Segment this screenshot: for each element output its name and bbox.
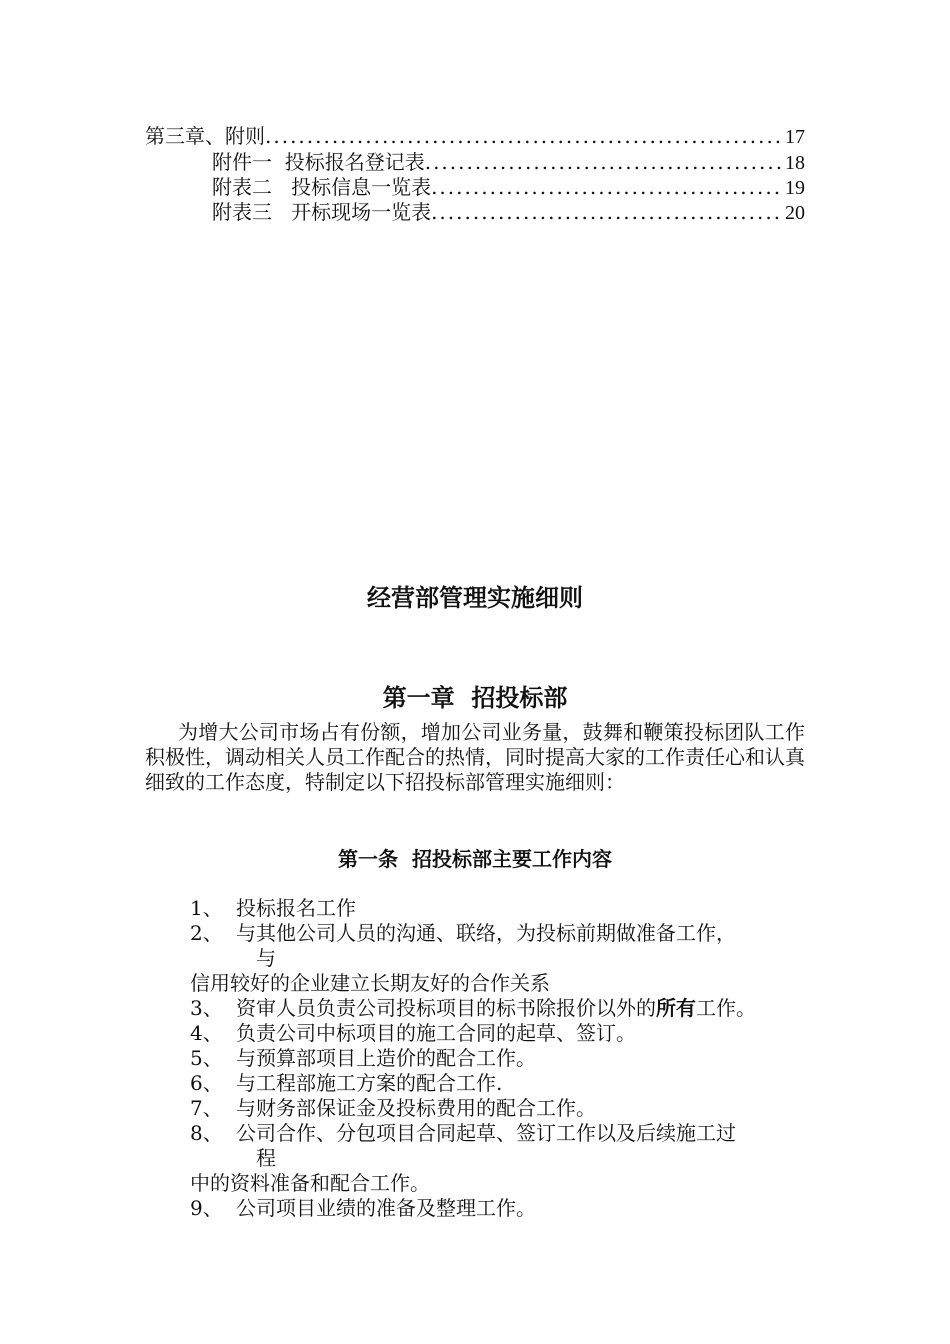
intro-paragraph — [145, 720, 805, 795]
list-item — [190, 896, 356, 921]
toc-leader-dots — [431, 199, 783, 225]
toc-entry[interactable] — [145, 123, 805, 150]
item-text: 资审人员负责公司投标项目的标书除报价以外的 — [236, 996, 656, 1020]
item-number: 2、 — [190, 921, 223, 945]
list-item — [190, 1021, 636, 1046]
toc-leader-dots — [431, 174, 783, 200]
toc-entry-label: 附表二 投标信息一览表 — [212, 175, 432, 199]
item-text: 与其他公司人员的沟通、联络，为投标前期做准备工作， — [236, 921, 736, 945]
item-number: 8、 — [190, 1121, 223, 1145]
toc-leader-dots — [265, 123, 783, 149]
toc-entry[interactable] — [212, 149, 805, 176]
toc-entry[interactable] — [212, 174, 805, 201]
list-item — [190, 996, 756, 1021]
item-continuation: 信用较好的企业建立长期友好的合作关系 — [190, 971, 550, 995]
intro-text: 为增大公司市场占有份额，增加公司业务量，鼓舞和鞭策投标团队工作积极性，调动相关人员工作配合的热情，同时提高大家的工作责任心和认真细致的工作态度，特制定以下招投标部管理实施细则： — [145, 720, 805, 794]
list-item — [190, 1046, 536, 1071]
item-wrap-char: 程 — [256, 1146, 276, 1170]
toc-entry-label: 第三章、附则 — [145, 124, 265, 148]
article-title: 第一条 招投标部主要工作内容 — [338, 847, 612, 871]
chapter-title: 第一章 招投标部 — [382, 684, 568, 712]
item-text: 与预算部项目上造价的配合工作。 — [236, 1046, 536, 1070]
toc-entry-page: 20 — [785, 202, 805, 224]
list-item — [190, 1196, 536, 1221]
item-number: 4、 — [190, 1021, 223, 1045]
toc-entry-label: 附件一 投标报名登记表 — [212, 150, 425, 174]
toc-entry-page: 19 — [785, 177, 805, 199]
item-text: 与财务部保证金及投标费用的配合工作。 — [236, 1096, 596, 1120]
item-number: 1、 — [190, 896, 223, 920]
list-item — [190, 921, 736, 946]
item-text: 投标报名工作 — [236, 896, 356, 920]
list-item — [190, 1096, 596, 1121]
item-text-bold: 所有 — [656, 996, 696, 1020]
toc-entry-label: 附表三 开标现场一览表 — [212, 200, 432, 224]
item-text: 负责公司中标项目的施工合同的起草、签订。 — [236, 1021, 636, 1045]
toc-entry-page: 17 — [785, 126, 805, 148]
item-continuation: 中的资料准备和配合工作。 — [190, 1171, 430, 1195]
item-number: 3、 — [190, 996, 223, 1020]
document-title: 经营部管理实施细则 — [367, 584, 583, 612]
toc-entry-page: 18 — [785, 152, 805, 174]
item-number: 5、 — [190, 1046, 223, 1070]
item-text: 公司合作、分包项目合同起草、签订工作以及后续施工过 — [236, 1121, 736, 1145]
item-wrap-char: 与 — [256, 946, 276, 970]
item-number: 9、 — [190, 1196, 223, 1220]
item-number: 7、 — [190, 1096, 223, 1120]
toc-entry[interactable] — [212, 199, 805, 226]
item-text: 工作。 — [696, 996, 756, 1020]
item-text: 与工程部施工方案的配合工作. — [236, 1071, 503, 1095]
list-item — [190, 1071, 502, 1096]
item-text: 公司项目业绩的准备及整理工作。 — [236, 1196, 536, 1220]
item-number: 6、 — [190, 1071, 223, 1095]
toc-leader-dots — [425, 149, 783, 175]
list-item — [190, 1121, 736, 1146]
